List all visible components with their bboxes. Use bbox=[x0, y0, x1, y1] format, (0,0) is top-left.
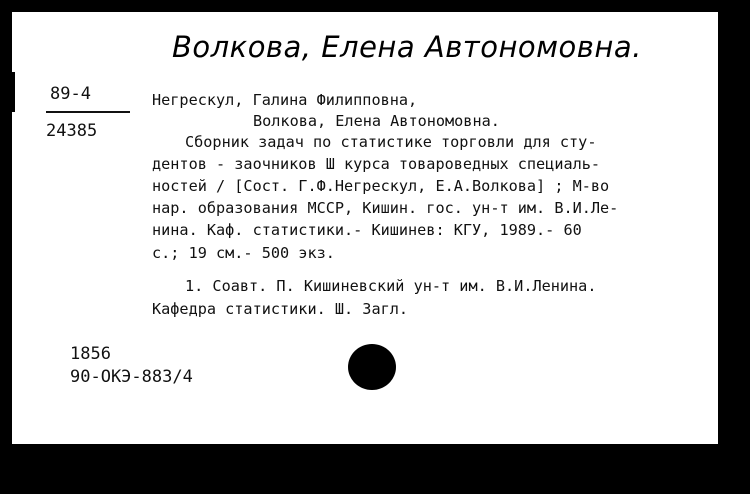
card-punch-hole bbox=[348, 344, 396, 390]
body-line-collation: с.; 19 см.- 500 экз. bbox=[152, 244, 335, 262]
body-line-author: Негрескул, Галина Филипповна, bbox=[152, 91, 418, 109]
classification-divider bbox=[46, 111, 130, 113]
card-heading-author: Волкова, Елена Автономовна. bbox=[172, 30, 642, 64]
body-line-title: Сборник задач по статистике торговли для сту- bbox=[185, 133, 597, 151]
body-line-title-cont: дентов - заочников Ш курса товароведных специаль- bbox=[152, 155, 601, 173]
bottom-code-order: 90-ОКЭ-883/4 bbox=[70, 367, 193, 387]
catalog-card bbox=[12, 12, 722, 444]
accession-number: 24385 bbox=[46, 121, 98, 141]
body-line-tracings-cont: Кафедра статистики. Ш. Загл. bbox=[152, 300, 409, 318]
body-line-coauthor: Волкова, Елена Автономовна. bbox=[253, 112, 500, 130]
body-line-publisher: нар. образования МССР, Кишин. гос. ун-т им. В.И.Ле- bbox=[152, 199, 619, 217]
left-edge-mark bbox=[12, 72, 15, 112]
right-edge-shadow bbox=[718, 12, 722, 444]
classification-number: 89-4 bbox=[50, 84, 91, 104]
bottom-code-number: 1856 bbox=[70, 344, 111, 364]
body-line-imprint: нина. Каф. статистики.- Кишинев: КГУ, 1989.- 60 bbox=[152, 221, 582, 239]
body-line-responsibility: ностей / [Сост. Г.Ф.Негрескул, Е.А.Волкова] ; М-во bbox=[152, 177, 610, 195]
body-line-tracings: 1. Соавт. П. Кишиневский ун-т им. В.И.Ленина. bbox=[185, 277, 597, 295]
